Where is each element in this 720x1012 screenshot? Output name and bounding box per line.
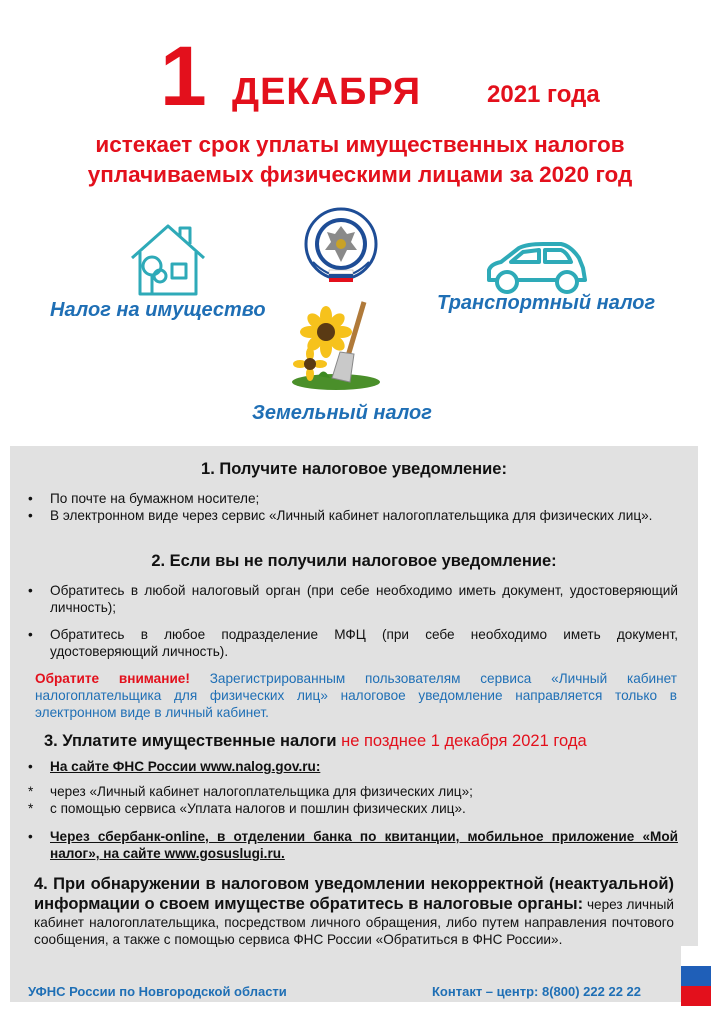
deadline-text: не позднее 1 декабря 2021 года — [336, 732, 587, 750]
section-1-title: 1. Получите налоговое уведомление: — [201, 460, 507, 478]
info-panel: 1. Получите налоговое уведомление: • По почте на бумажном носителе; • В электронном виде через сервис «Личный кабинет налогоплательщика для физических лиц». 2. Если вы не получили налоговое уведомление: • Обратитесь в любой налоговый орган (при себе необходимо иметь документ, удостоверяющий личность); • Обратитесь в любое подразделение МФЦ (при себе необходимо иметь документ, удостоверяющий личность). Обратите внимание! Зарегистрированным пользователям сервиса «Личный кабинет налогоплательщика для физических лиц» налоговое уведомление направляется только в электронном виде в личный кабинет. 3. Уплатите имущественные налоги не позднее 1 декабря 2021 года • На сайте ФНС России www.nalog.gov.ru: * через «Личный кабинет налогоплательщика для физических лиц»; * с помощью сервиса «Уплата налогов и пошлин физических лиц». • Через сбербанк-online, в отделении банка по квитанции, мобильное приложение «Мой налог», на сайте www.gosuslugi.ru. 4. При обнаружении в налоговом уведомлении некорректной (неактуальной) информации о своем имуществе обратитесь в налоговые органы: через личный кабинет налогоплательщика, посредством личного обращения, либо путем направления почтового сообщения, а также с помощью сервиса ФНС России «Обратиться в ФНС России». УФНС России по Новгородской области Контакт – центр: 8(800) 222 22 22 — [10, 446, 698, 1002]
footer-org: УФНС России по Новгородской области — [28, 984, 287, 999]
date-year: 2021 года — [487, 81, 600, 108]
section-2-title: 2. Если вы не получили налоговое уведомление: — [151, 552, 557, 570]
subtitle-line-1: истекает срок уплаты имущественных налогов — [95, 132, 625, 157]
notice-text: Обратите внимание! Зарегистрированным пользователям сервиса «Личный кабинет налогоплательщика для физических лиц» налоговое уведомление направляется только в электронном виде в личный кабинет. — [35, 671, 677, 720]
land-tax-label: Земельный налог — [252, 402, 432, 424]
section-4-title: 4. При обнаружении в налоговом уведомлении некорректной (неактуальной) информации о своем имуществе обратитесь в налоговые органы: — [34, 875, 674, 913]
transport-tax-label: Транспортный налог — [437, 292, 656, 314]
section-4: 4. При обнаружении в налоговом уведомлении некорректной (неактуальной) информации о своем имуществе обратитесь в налоговые органы: через личный кабинет налогоплательщика, посредством личного обращения, либо путем направления почтового сообщения, а также с помощью сервиса ФНС России «Обратиться в ФНС России». — [34, 875, 674, 947]
notice-lead: Обратите внимание! — [35, 671, 190, 686]
section-3-title: 3. Уплатите имущественные налоги не позднее 1 декабря 2021 года — [44, 732, 587, 750]
house-icon — [128, 222, 208, 298]
flag-stripe-decoration — [681, 946, 711, 1006]
nalog-site-link[interactable]: На сайте ФНС России www.nalog.gov.ru: — [50, 759, 321, 774]
property-tax-label: Налог на имущество — [50, 299, 266, 321]
subtitle — [0, 130, 720, 190]
header — [0, 30, 720, 130]
bank-payment-text[interactable]: Через сбербанк-online, в отделении банка по квитанции, мобильное приложение «Мой налог», на сайте www.gosuslugi.ru. — [50, 829, 678, 861]
date-month: ДЕКАБРЯ — [232, 71, 422, 113]
car-icon — [483, 240, 593, 300]
sunflower-land-icon — [288, 296, 388, 394]
footer-contact: Контакт – центр: 8(800) 222 22 22 — [432, 984, 641, 999]
subtitle-line-2: уплачиваемых физическими лицами за 2020 год — [87, 162, 633, 187]
date-day: 1 — [160, 29, 207, 123]
fns-emblem — [303, 206, 379, 286]
